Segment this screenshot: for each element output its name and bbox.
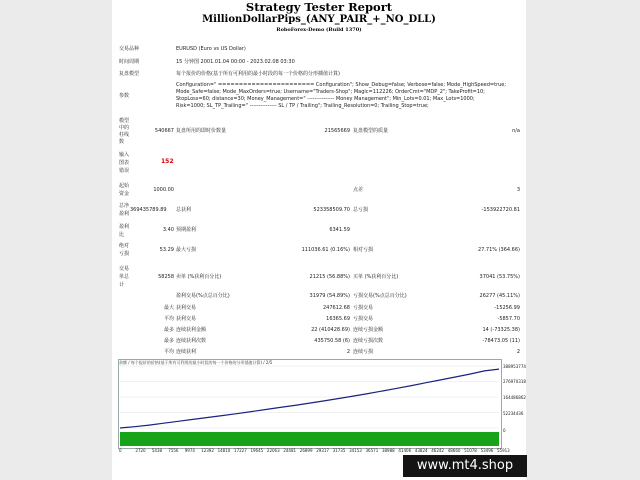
errors-label-1: 输入 xyxy=(119,152,130,158)
x-tick-label: 17227 xyxy=(234,448,247,453)
period-value: 15 分钟图 2001.01.04 00:00 - 2023.02.08 03:30 xyxy=(176,59,295,65)
y-tick-1: 276970318 xyxy=(503,379,526,384)
long-trades-label: 买单 (%获利百分比) xyxy=(353,274,399,280)
model-value: 每个报价的价格(基于所有可利用的最小时段的每一个价格的分形插值计算) xyxy=(176,71,340,77)
win-trades-value: 31979 (54.89%) xyxy=(309,293,350,299)
bars-label-2: 中的 xyxy=(119,125,130,131)
spread-label: 点差 xyxy=(353,187,364,193)
params-label: 参数 xyxy=(119,93,130,99)
profit-factor-value: 3.40 xyxy=(162,227,174,233)
bars-label-3: 柱线 xyxy=(119,132,130,138)
gross-profit-value: 523358509.70 xyxy=(313,207,350,213)
x-tick-label: 31735 xyxy=(332,448,346,453)
loss-trades-label: 亏损交易(%点总百分比) xyxy=(353,293,407,299)
x-tick-label: 19645 xyxy=(250,448,264,453)
max-consec-losses-value: 14 (-73325.38) xyxy=(482,327,520,333)
short-trades-label: 卖单 (%获利百分比) xyxy=(176,274,222,280)
errors-label-3: 错误 xyxy=(119,168,130,174)
avg-consec-wins-value: 2 xyxy=(346,349,350,355)
profit-factor-label-1: 盈利 xyxy=(119,224,130,230)
net-profit-label-2: 盈利 xyxy=(119,211,130,217)
symbol-value: EURUSD (Euro vs US Dollar) xyxy=(176,46,246,52)
model-label: 复盘模型 xyxy=(119,71,140,77)
max-consec-profit-label: 连续获利次数 xyxy=(176,338,207,344)
server-name: RoboForex-Demo (Build 1370) xyxy=(276,27,362,33)
expected-payoff-value: 6341.59 xyxy=(329,227,350,233)
deposit-label-2: 资金 xyxy=(119,191,130,197)
y-tick-4: 0 xyxy=(503,428,506,433)
x-tick-label: 12392 xyxy=(201,448,214,453)
x-tick-label: 5438 xyxy=(151,448,163,453)
x-tick-label: 43824 xyxy=(414,448,428,453)
report-title: Strategy Tester Report xyxy=(245,0,393,14)
balance-line xyxy=(120,369,499,428)
errors-value: 152 xyxy=(161,158,174,165)
x-tick-label: 48660 xyxy=(447,448,461,453)
largest-label: 最大 xyxy=(163,305,174,311)
x-tick-label: 29317 xyxy=(316,448,329,453)
x-tick-label: 51078 xyxy=(464,448,477,453)
largest-loss-value: -15256.99 xyxy=(494,305,520,311)
loss-trades-value: 26277 (45.11%) xyxy=(479,293,520,299)
x-tick-label: 26899 xyxy=(299,448,313,453)
abs-drawdown-label-2: 亏损 xyxy=(119,251,130,257)
symbol-label: 交易品种 xyxy=(119,46,140,52)
max-drawdown-label: 最大亏损 xyxy=(176,247,197,253)
ea-name: MillionDollarPips_(ANY_PAIR_+_NO_DLL) xyxy=(202,14,436,25)
rel-drawdown-value: 27.71% (364.66) xyxy=(477,247,520,253)
total-trades-value: 58258 xyxy=(158,274,174,280)
deposit-value: 1000.00 xyxy=(153,187,174,193)
deposit-label-1: 起始 xyxy=(119,183,130,189)
ticks-label: 复盘所用的即时价数量 xyxy=(176,128,227,134)
gross-loss-value: -153922720.81 xyxy=(481,207,520,213)
avg-consec-label: 平均 xyxy=(163,349,174,355)
average-label: 平均 xyxy=(163,316,174,322)
params-line-4: Risk=1000; SL_TP_Trailing=" --------------- SL / TP / Trailing"; Trailing_Resolution=0; Trailing_Stop=true; xyxy=(176,103,429,109)
expected-payoff-label: 预期盈利 xyxy=(176,227,197,233)
x-tick-label: 41406 xyxy=(398,448,412,453)
gross-profit-label: 总获利 xyxy=(176,207,192,213)
max-consec-losses-label: 连续亏损金额 xyxy=(353,327,384,333)
y-tick-2: 164486862 xyxy=(503,395,526,400)
average-profit-value: 16365.69 xyxy=(326,316,350,322)
avg-consec-wins-label: 连续获利 xyxy=(176,349,197,355)
spread-value: 3 xyxy=(516,187,520,193)
x-tick-label: 14810 xyxy=(217,448,231,453)
x-tick-label: 46242 xyxy=(431,448,444,453)
total-trades-label-3: 计 xyxy=(119,282,125,288)
bars-value: 540667 xyxy=(154,128,174,134)
max-consec-profit-value: 435750.58 (6) xyxy=(314,338,350,344)
x-tick-label: 9974 xyxy=(184,448,195,453)
max-consec-loss-label: 连续亏损次数 xyxy=(353,338,384,344)
average-loss-value: -5857.70 xyxy=(497,316,520,322)
gross-loss-label: 总亏损 xyxy=(353,207,369,213)
x-tick-label: 38988 xyxy=(381,448,395,453)
max-consec-loss-value: -78473.05 (11) xyxy=(482,338,520,344)
net-profit-label-1: 总净 xyxy=(119,203,130,209)
bars-label-4: 数 xyxy=(119,139,125,145)
max-consec2-label: 最多 xyxy=(163,338,174,344)
largest-loss-label: 亏损交易 xyxy=(353,305,374,311)
volume-band xyxy=(120,432,499,446)
profit-factor-label-2: 比 xyxy=(119,232,125,238)
abs-drawdown-value: 53.29 xyxy=(159,247,174,253)
total-trades-label-2: 单总 xyxy=(119,274,130,280)
quality-value: n/a xyxy=(512,128,520,134)
abs-drawdown-label-1: 绝对 xyxy=(119,243,130,249)
x-tick-label: 7556 xyxy=(168,448,179,453)
x-tick-label: 0 xyxy=(119,448,122,453)
total-trades-label-1: 交易 xyxy=(119,266,130,272)
period-label: 时间周期 xyxy=(119,59,140,65)
y-tick-3: 52234436 xyxy=(503,411,524,416)
x-tick-label: 22063 xyxy=(266,448,280,453)
errors-label-2: 图表 xyxy=(119,160,130,166)
max-consec-wins-label: 连续获利金额 xyxy=(176,327,207,333)
net-profit-value: 369435789.89 xyxy=(130,207,167,213)
x-tick-label: 2720 xyxy=(135,448,146,453)
x-tick-label: 24481 xyxy=(283,448,297,453)
avg-consec-losses-label: 连续亏损 xyxy=(353,349,374,355)
params-line-1: Configuration=" ======================= Configuration"; Show_Debug=false; Verbose=false; Mode_HighSpeed=true; xyxy=(176,82,507,88)
largest-profit-label: 获利交易 xyxy=(176,305,197,311)
x-tick-label: 55913 xyxy=(497,448,510,453)
max-drawdown-value: 111036.61 (0.16%) xyxy=(301,247,350,253)
bars-label-1: 模型 xyxy=(119,118,130,124)
x-tick-label: 36571 xyxy=(365,448,379,453)
avg-consec-losses-value: 2 xyxy=(516,349,520,355)
site-watermark: www.mt4.shop xyxy=(403,455,527,477)
short-trades-value: 21215 (56.88%) xyxy=(309,274,350,280)
max-consec-label: 最多 xyxy=(163,327,174,333)
params-line-2: Mode_Safe=false; Mode_MaxOrders=true; Username="Traders-Shop"; Magic=112226; OrderCmt="MDP_2"; TakeProfit=10; xyxy=(176,89,485,95)
y-tick-0: 388953774 xyxy=(503,364,526,369)
rel-drawdown-label: 相对亏损 xyxy=(353,247,374,253)
average-loss-label: 亏损交易 xyxy=(353,316,374,322)
params-line-3: StopLoss=60; distance=30; Money_Management=" --------------- Money Management"; Min_Lots=0.01; Max_Lots=1000; xyxy=(176,96,475,102)
x-tick-label: 34153 xyxy=(349,448,362,453)
long-trades-value: 37041 (53.75%) xyxy=(479,274,520,280)
quality-label: 复盘模型的质量 xyxy=(353,128,389,134)
x-tick-label: 53496 xyxy=(480,448,494,453)
ticks-value: 21565669 xyxy=(324,128,350,134)
win-trades-label: 盈利交易(%点总百分比) xyxy=(176,293,230,299)
largest-profit-value: 247612.68 xyxy=(322,305,350,311)
max-consec-wins-value: 22 (410428.69) xyxy=(311,327,350,333)
chart-title: 余额 / 每个报价的价格(基于所有可利用的最小时段的每一个价格的分形插值计算) / 2/5 xyxy=(119,360,273,365)
average-profit-label: 获利交易 xyxy=(176,316,197,322)
